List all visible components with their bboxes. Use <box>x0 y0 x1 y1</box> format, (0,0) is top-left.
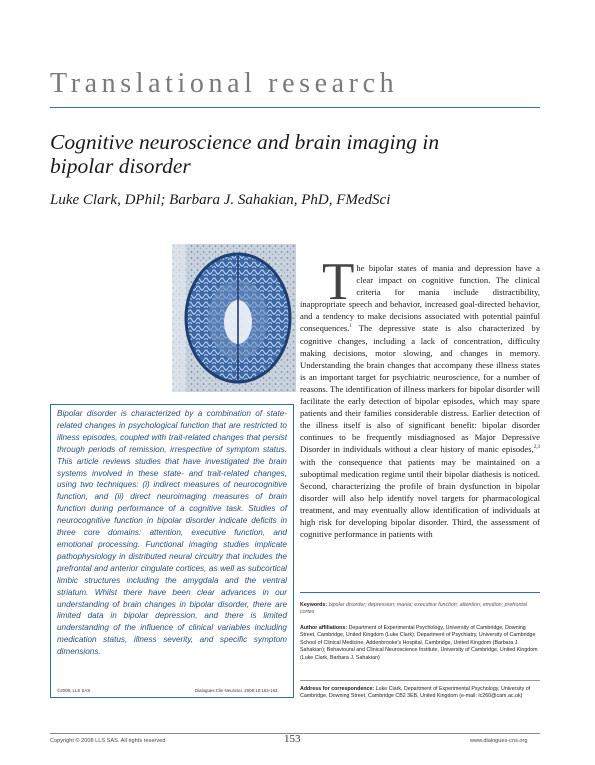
affiliations-text: Department of Experimental Psychology, University of Cambridge, Downing Street, Cambridge, United Kingdom (Luke Clark); Department of Psychiatry, University of Cambridge School of Clinical Medicine, Addenbrooke's Hospital, Cambridge, United Kingdom (Barbara J. Sahakian); Behavioural and Clinical Neuroscience Institute, University of Cambridge, United Kingdom (Luke Clark, Barbara J. Sahakian) <box>300 625 538 661</box>
footer-website[interactable]: www.dialogues-cns.org <box>470 738 528 744</box>
footer-copyright: Copyright © 2008 LLS SAS. All rights reserved <box>50 738 166 744</box>
body-text <box>300 253 540 540</box>
abstract-text: Bipolar disorder is characterized by a combination of state-related changes in psychological function that are restricted to illness episodes, coupled with trait-related changes that persist through periods of remission, irrespective of symptom status. This article reviews studies that have investigated the brain systems involved in these state- and trait-related changes, using two techniques: (i) indirect measures of neurocognitive function, and (ii) direct neuroimaging measures of brain function during performance of a cognitive task. Studies of neurocognitive function in bipolar disorder indicate deficits in three core domains: attention, executive function, and emotional processing. Functional imaging studies implicate pathophysiology in distributed neural circuitry that includes the prefrontal and anterior cingulate cortices, as well as subcortical limbic structures including the amygdala and the ventral striatum. Whilst there have been clear advances in our understanding of brain changes in bipolar disorder, there are limited data in bipolar depression, and there is limited understanding of the influence of clinical variables including medication status, illness severity, and specific symptom dimensions. <box>57 409 287 657</box>
drop-cap: T <box>322 253 355 311</box>
affiliations-label: Author affiliations: <box>300 625 348 631</box>
article-authors: Luke Clark, DPhil; Barbara J. Sahakian, PhD, FMedSci <box>50 192 391 208</box>
keywords-text: bipolar disorder; depression; mania; executive function; attention; emotion; prefrontal cortex <box>300 602 528 616</box>
correspondence-email[interactable]: (e-mail: lc260@cam.ac.uk) <box>459 693 523 700</box>
correspondence-address <box>300 686 540 701</box>
body-text-part: with the consequence that patients may be maintained on a suboptimal medication regime until their bipolar diathesis is noticed. Second, characterizing the profile of brain dysfunction in bipolar disorder will also help identify novel targets for pharmacological treatment, and may eventually allow identification of individuals at high risk for developing bipolar disorder. Third, the assessment of cognitive performance in patients with <box>300 456 540 540</box>
citation-ref: 1 <box>349 324 352 330</box>
author-affiliations <box>300 625 540 662</box>
body-text-part: he bipolar states of mania and depression have a clear impact on cognitive function. The clinical criteria for mania include distractibility, inappropriate speech and behavior, increased goal-directed behavior, and a tendency to make decisions associated with potential painful consequences. <box>300 263 540 334</box>
metadata-divider <box>300 592 540 593</box>
journal-citation: Dialogues Clin Neurosci. 2008;10:153-163. <box>195 688 279 693</box>
abstract-copyright: ©2008, LLS SAS <box>57 688 91 693</box>
correspondence-text: Luke Clark, Department of Experimental Psychology, University of Cambridge, Downing Street, Cambridge CB2 3EB, United Kingdom <box>300 686 531 700</box>
page-number: 153 <box>284 733 301 745</box>
citation-ref: 2,3 <box>533 445 540 451</box>
correspondence-divider <box>300 680 540 681</box>
correspondence-label: Address for correspondence: <box>300 686 375 692</box>
keywords-label: Keywords: <box>300 602 328 608</box>
keywords <box>300 602 540 617</box>
body-text-part: The depressive state is also characterized by cognitive changes, including a lack of concentration, difficulty making decisions, motor slowing, and changes in memory. Understanding the brain changes that accompany these illness states is an important target for psychiatric neuroscience, for a number of reasons. The identification of illness markers for bipolar disorder will facilitate the early detection of bipolar episodes, which may spare patients and their families considerable distress. Earlier detection of the illness itself is also of significant benefit: bipolar disorder continues to be frequently misdiagnosed as Major Depressive Disorder in individuals without a clear history of manic episodes, <box>300 323 540 455</box>
article-title: Cognitive neuroscience and brain imaging in bipolar disorder <box>50 130 440 178</box>
section-divider <box>50 107 540 108</box>
section-title: Translational research <box>50 68 399 99</box>
brain-section-illustration <box>172 244 296 392</box>
